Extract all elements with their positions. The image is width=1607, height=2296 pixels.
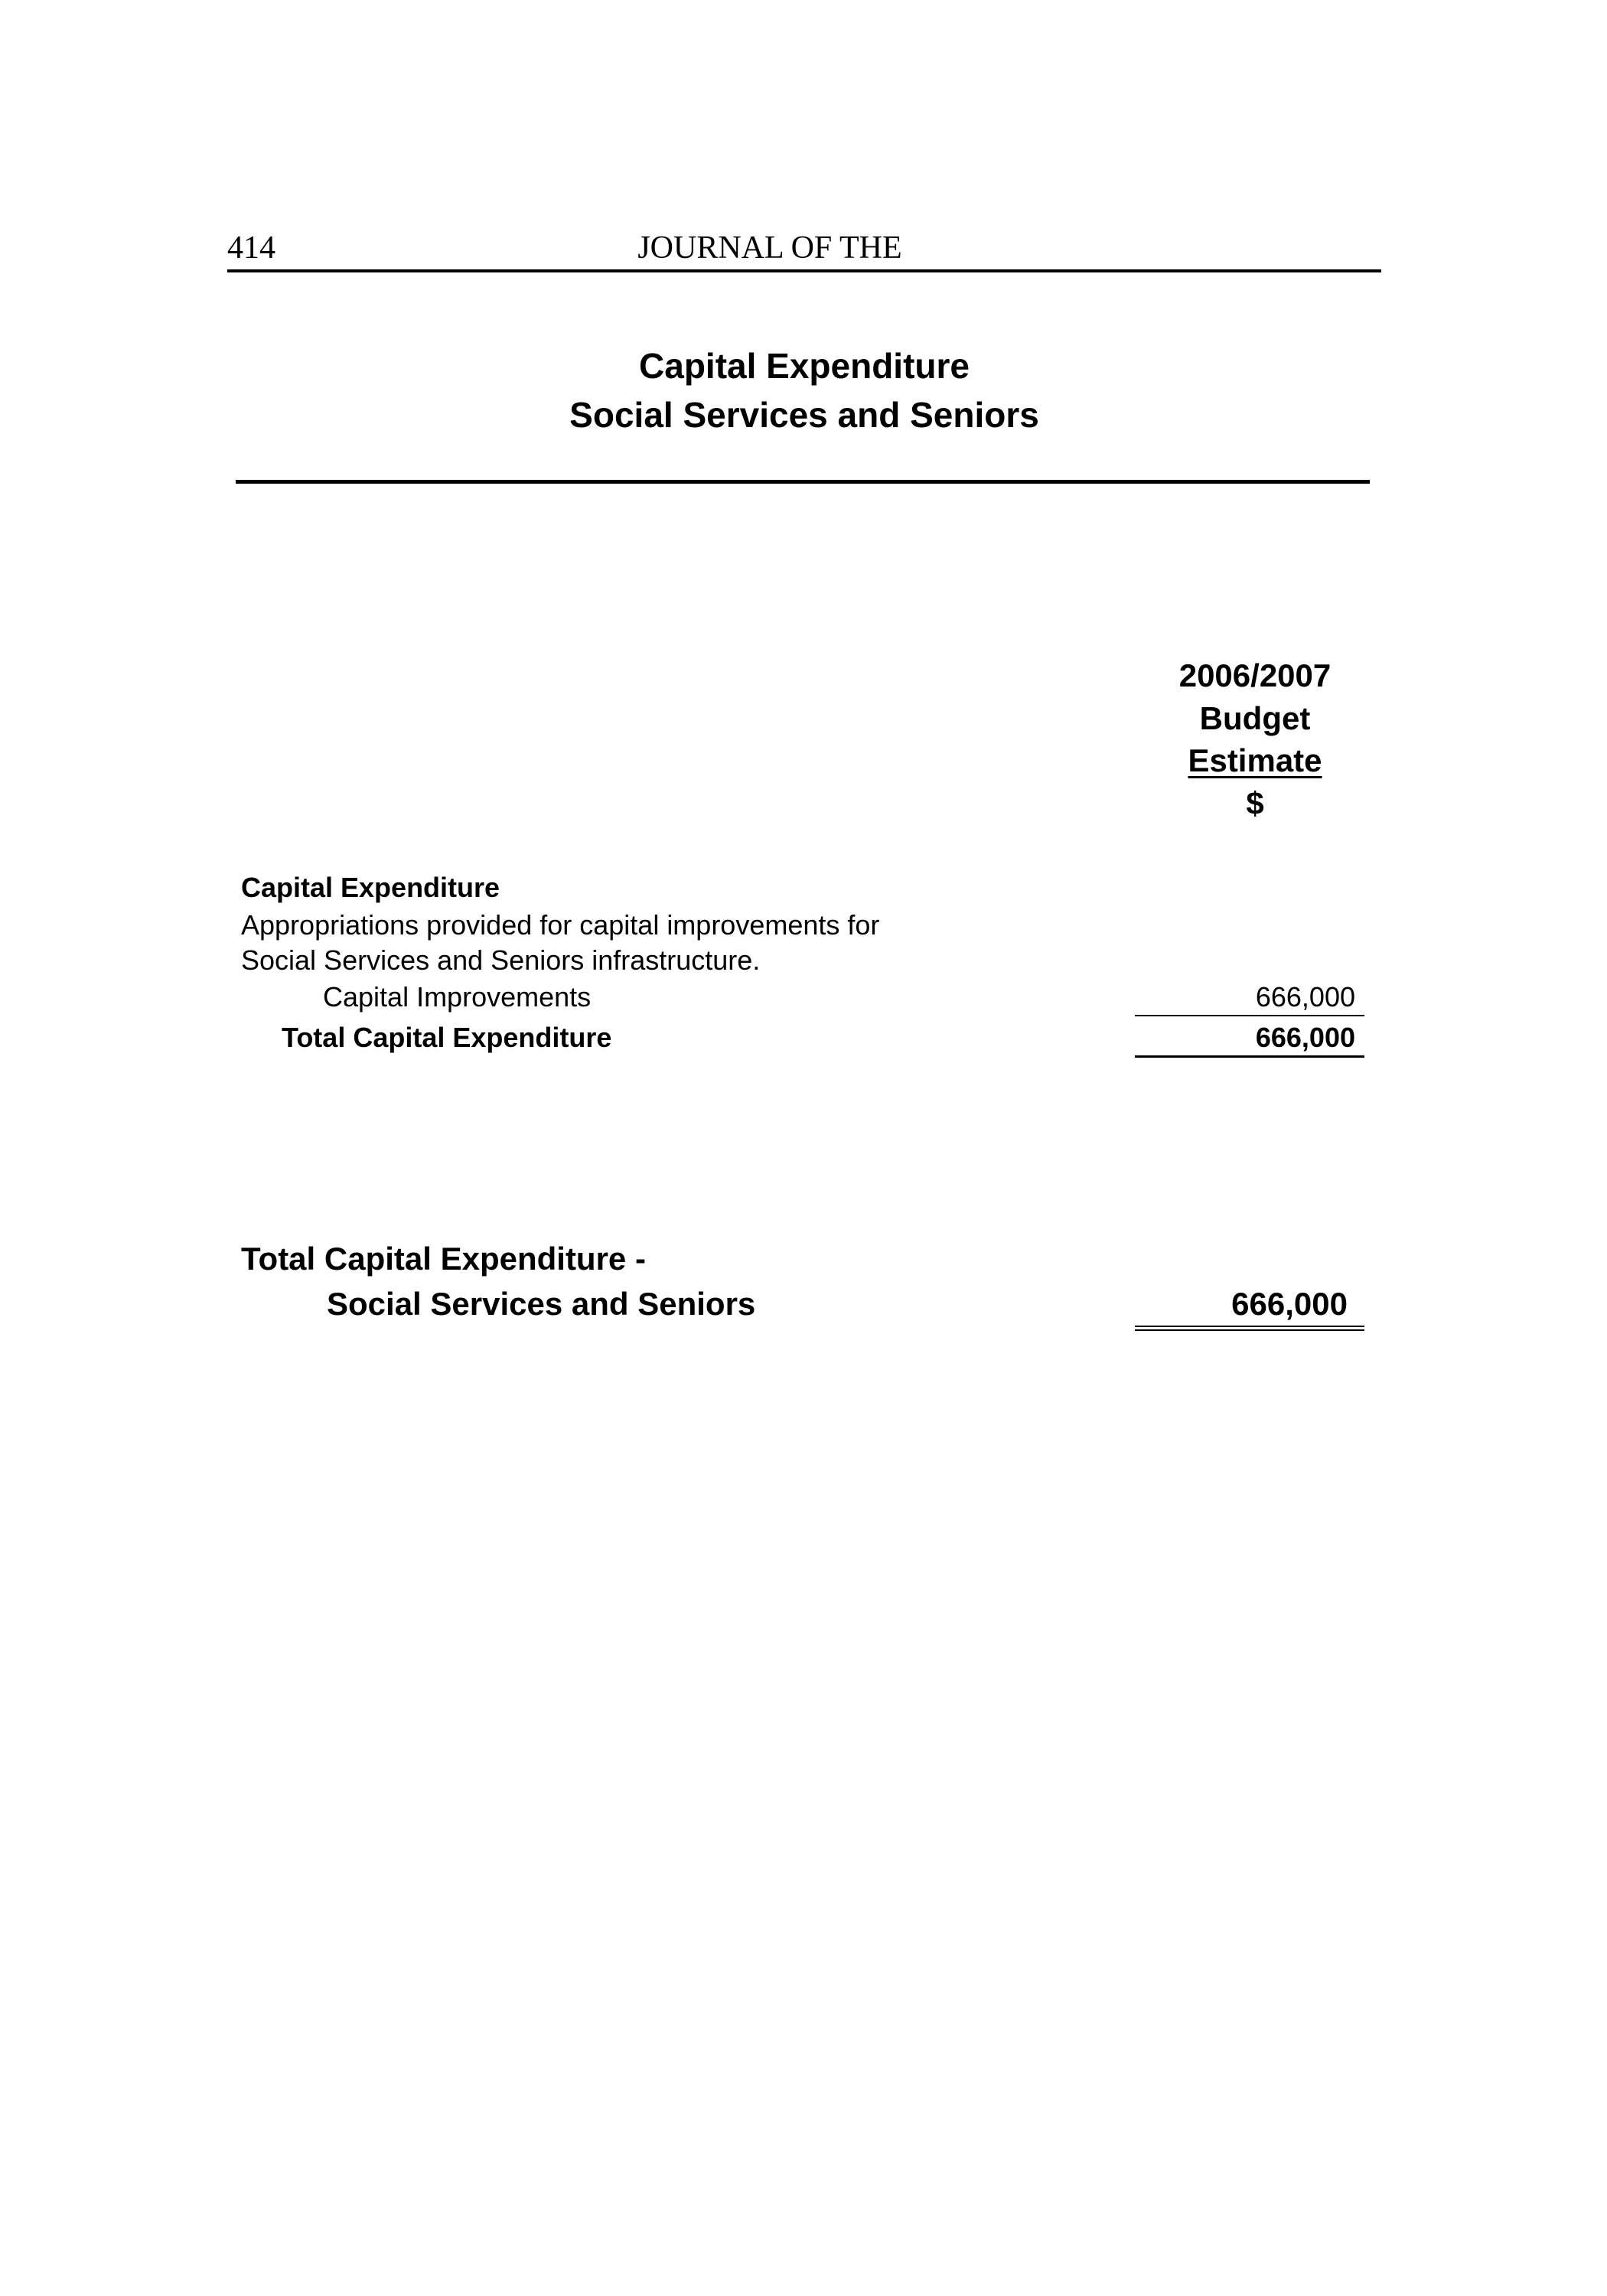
- running-header: [227, 227, 1381, 272]
- section-description-line: Social Services and Seniors infrastructure.: [241, 944, 761, 976]
- grand-total-amount: 666,000: [1135, 1283, 1364, 1331]
- column-header-budget: Budget: [1199, 700, 1311, 736]
- column-header-year: 2006/2007: [1178, 657, 1332, 693]
- line-item-amount: 666,000: [1135, 980, 1364, 1016]
- grand-total-label: Total Capital Expenditure -: [241, 1241, 646, 1277]
- column-header-estimate-text: Estimate: [1188, 742, 1322, 778]
- grand-total-label-continued: Social Services and Seniors: [327, 1286, 756, 1322]
- title-divider: [236, 480, 1370, 484]
- line-item-label: Capital Improvements: [323, 981, 592, 1013]
- column-header-currency: $: [1246, 785, 1264, 821]
- subtotal-label: Total Capital Expenditure: [282, 1022, 612, 1053]
- journal-title: [227, 227, 1381, 269]
- subtotal-amount: 666,000: [1135, 1020, 1364, 1058]
- section-heading: Capital Expenditure: [241, 872, 500, 903]
- section-description-line: Appropriations provided for capital improvements for: [241, 909, 880, 941]
- document-title: Capital Expenditure: [639, 346, 970, 386]
- document-subtitle: Social Services and Seniors: [569, 395, 1039, 435]
- column-header-estimate: [1156, 739, 1354, 782]
- page-number: 414: [227, 230, 275, 266]
- journal-title-text: JOURNAL OF THE: [637, 230, 902, 266]
